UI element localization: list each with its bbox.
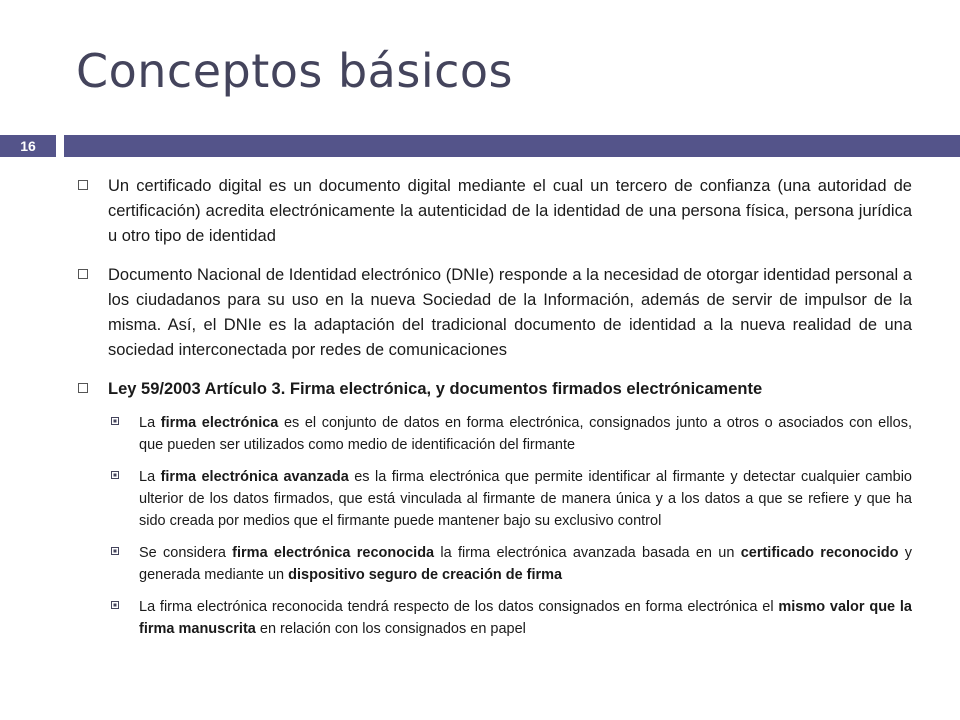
sub-bullet-text: Se considera firma electrónica reconocida la firma electrónica avanzada basada en un certificado reconocido y generada mediante un dispositivo seguro de creación de firma [139, 545, 912, 583]
sub-bullet-item [111, 542, 912, 586]
slide-number: 16 [0, 135, 56, 157]
square-bullet-icon [76, 377, 108, 402]
sub-bullet-text: La firma electrónica avanzada es la firma electrónica que permite identificar al firmante y detectar cualquier cambio ulterior de los datos firmados, que está vinculada al firmante de manera única y a los datos a que se refiere y que ha sido creada por medios que el firmante puede mantener bajo su exclusivo control [139, 469, 912, 529]
square-bullet-icon [111, 412, 139, 456]
square-bullet-icon [111, 596, 139, 640]
sub-bullet-text: La firma electrónica es el conjunto de datos en forma electrónica, consignados junto a otros o asociados con ellos, que pueden ser utilizados como medio de identificación del firmante [139, 415, 912, 453]
square-bullet-icon [111, 466, 139, 532]
square-bullet-icon [76, 263, 108, 363]
sub-bullet-item [111, 596, 912, 640]
square-bullet-icon [111, 542, 139, 586]
bullet-item [76, 263, 912, 363]
sub-bullet-list [111, 412, 912, 640]
sub-bullet-text: La firma electrónica reconocida tendrá respecto de los datos consignados en forma electrónica el mismo valor que la firma manuscrita en relación con los consignados en papel [139, 599, 912, 637]
sub-bullet-item [111, 466, 912, 532]
bullet-text: Un certificado digital es un documento digital mediante el cual un tercero de confianza (una autoridad de certificación) acredita electrónicamente la autenticidad de la identidad de una persona física, persona jurídica u otro tipo de identidad [108, 177, 912, 245]
bullet-text: Documento Nacional de Identidad electrónico (DNIe) responde a la necesidad de otorgar identidad personal a los ciudadanos para su uso en la nueva Sociedad de la Información, además de servir de impulsor de la misma. Así, el DNIe es la adaptación del tradicional documento de identidad a la nueva realidad de una sociedad interconectada por redes de comunicaciones [108, 266, 912, 359]
sub-bullet-item [111, 412, 912, 456]
bullet-item [76, 174, 912, 249]
square-bullet-icon [76, 174, 108, 249]
bullet-heading: Ley 59/2003 Artículo 3. Firma electrónica, y documentos firmados electrónicamente [108, 380, 763, 398]
slide-title: Conceptos básicos [76, 44, 514, 98]
slide-content [76, 174, 912, 650]
bullet-item [76, 377, 912, 402]
title-divider-bar [64, 135, 960, 157]
